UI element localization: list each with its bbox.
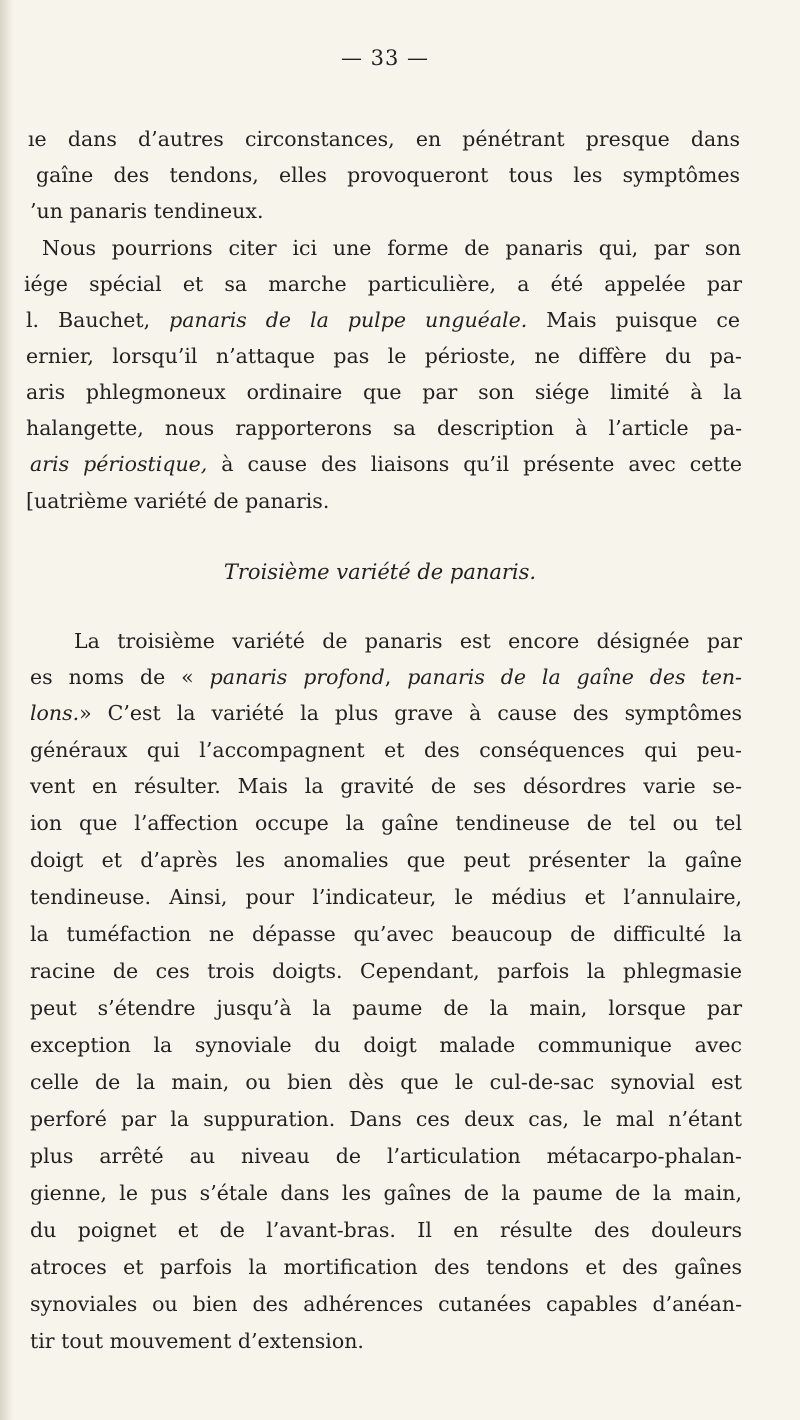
text-line: Nous pourrions citer ici une forme de panaris qui, par son [42,236,741,260]
text-line: perforé par la suppuration. Dans ces deux cas, le mal n’étant [30,1107,742,1131]
text-line: racine de ces trois doigts. Cependant, parfois la phlegmasie [30,959,742,983]
text-line: ion que l’affection occupe la gaîne tendineuse de tel ou tel [30,811,742,835]
text-run: es noms de « [30,665,210,689]
text-line: atroces et parfois la mortification des tendons et des gaînes [30,1255,742,1279]
text-line: exception la synoviale du doigt malade communique avec [30,1033,742,1057]
text-line: synoviales ou bien des adhérences cutanées capables d’anéan- [30,1292,742,1316]
text-line: [uatrième variété de panaris. [26,489,330,513]
text-run: à cause des liaisons qu’il présente avec cette [207,452,742,476]
text-line [30,665,742,689]
text-line: celle de la main, ou bien dès que le cul-de-sac synovial est [30,1070,742,1094]
italic-run: panaris de la gaîne des ten- [407,665,742,689]
text-line [30,701,742,725]
text-line: ernier, lorsqu’il n’attaque pas le périoste, ne diffère du pa- [26,344,742,368]
italic-run: lons. [30,701,80,725]
text-line: peut s’étendre jusqu’à la paume de la main, lorsque par [30,996,742,1020]
text-line: ıe dans d’autres circonstances, en pénétrant presque dans [28,127,740,151]
text-line [30,452,742,476]
page-number: — 33 — [340,46,430,70]
text-line: gaîne des tendons, elles provoqueront tous les symptômes [36,163,740,187]
text-line: aris phlegmoneux ordinaire que par son siége limité à la [26,380,742,404]
section-heading: Troisième variété de panaris. [223,560,537,584]
text-line: La troisième variété de panaris est encore désignée par [74,629,742,653]
text-line: généraux qui l’accompagnent et des conséquences qui peu- [30,738,742,762]
italic-run: aris périostique, [30,452,208,476]
italic-run: panaris de la pulpe unguéale. [169,308,528,332]
text-line: vent en résulter. Mais la gravité de ses désordres varie se- [30,774,742,798]
text-line: tendineuse. Ainsi, pour l’indicateur, le médius et l’annulaire, [30,885,742,909]
text-run: l. Bauchet, [26,308,170,332]
text-line: tir tout mouvement d’extension. [30,1329,364,1353]
text-line: gienne, le pus s’étale dans les gaînes de la paume de la main, [30,1181,742,1205]
text-run: Mais puisque ce [527,308,741,332]
text-line: du poignet et de l’avant-bras. Il en résulte des douleurs [30,1218,742,1242]
text-line: la tuméfaction ne dépasse qu’avec beaucoup de difficulté la [30,922,742,946]
text-run: » C’est la variété la plus grave à cause des symptômes [79,701,742,725]
text-line: halangette, nous rapporterons sa description à l’article pa- [26,416,742,440]
text-run: , [384,665,408,689]
text-line: plus arrêté au niveau de l’articulation métacarpo-phalan- [30,1144,742,1168]
text-line: doigt et d’après les anomalies que peut présenter la gaîne [30,848,742,872]
text-line [26,308,740,332]
italic-run: panaris profond [209,665,385,689]
text-line: ’un panaris tendineux. [30,199,264,223]
text-line: iége spécial et sa marche particulière, a été appelée par [24,272,742,296]
